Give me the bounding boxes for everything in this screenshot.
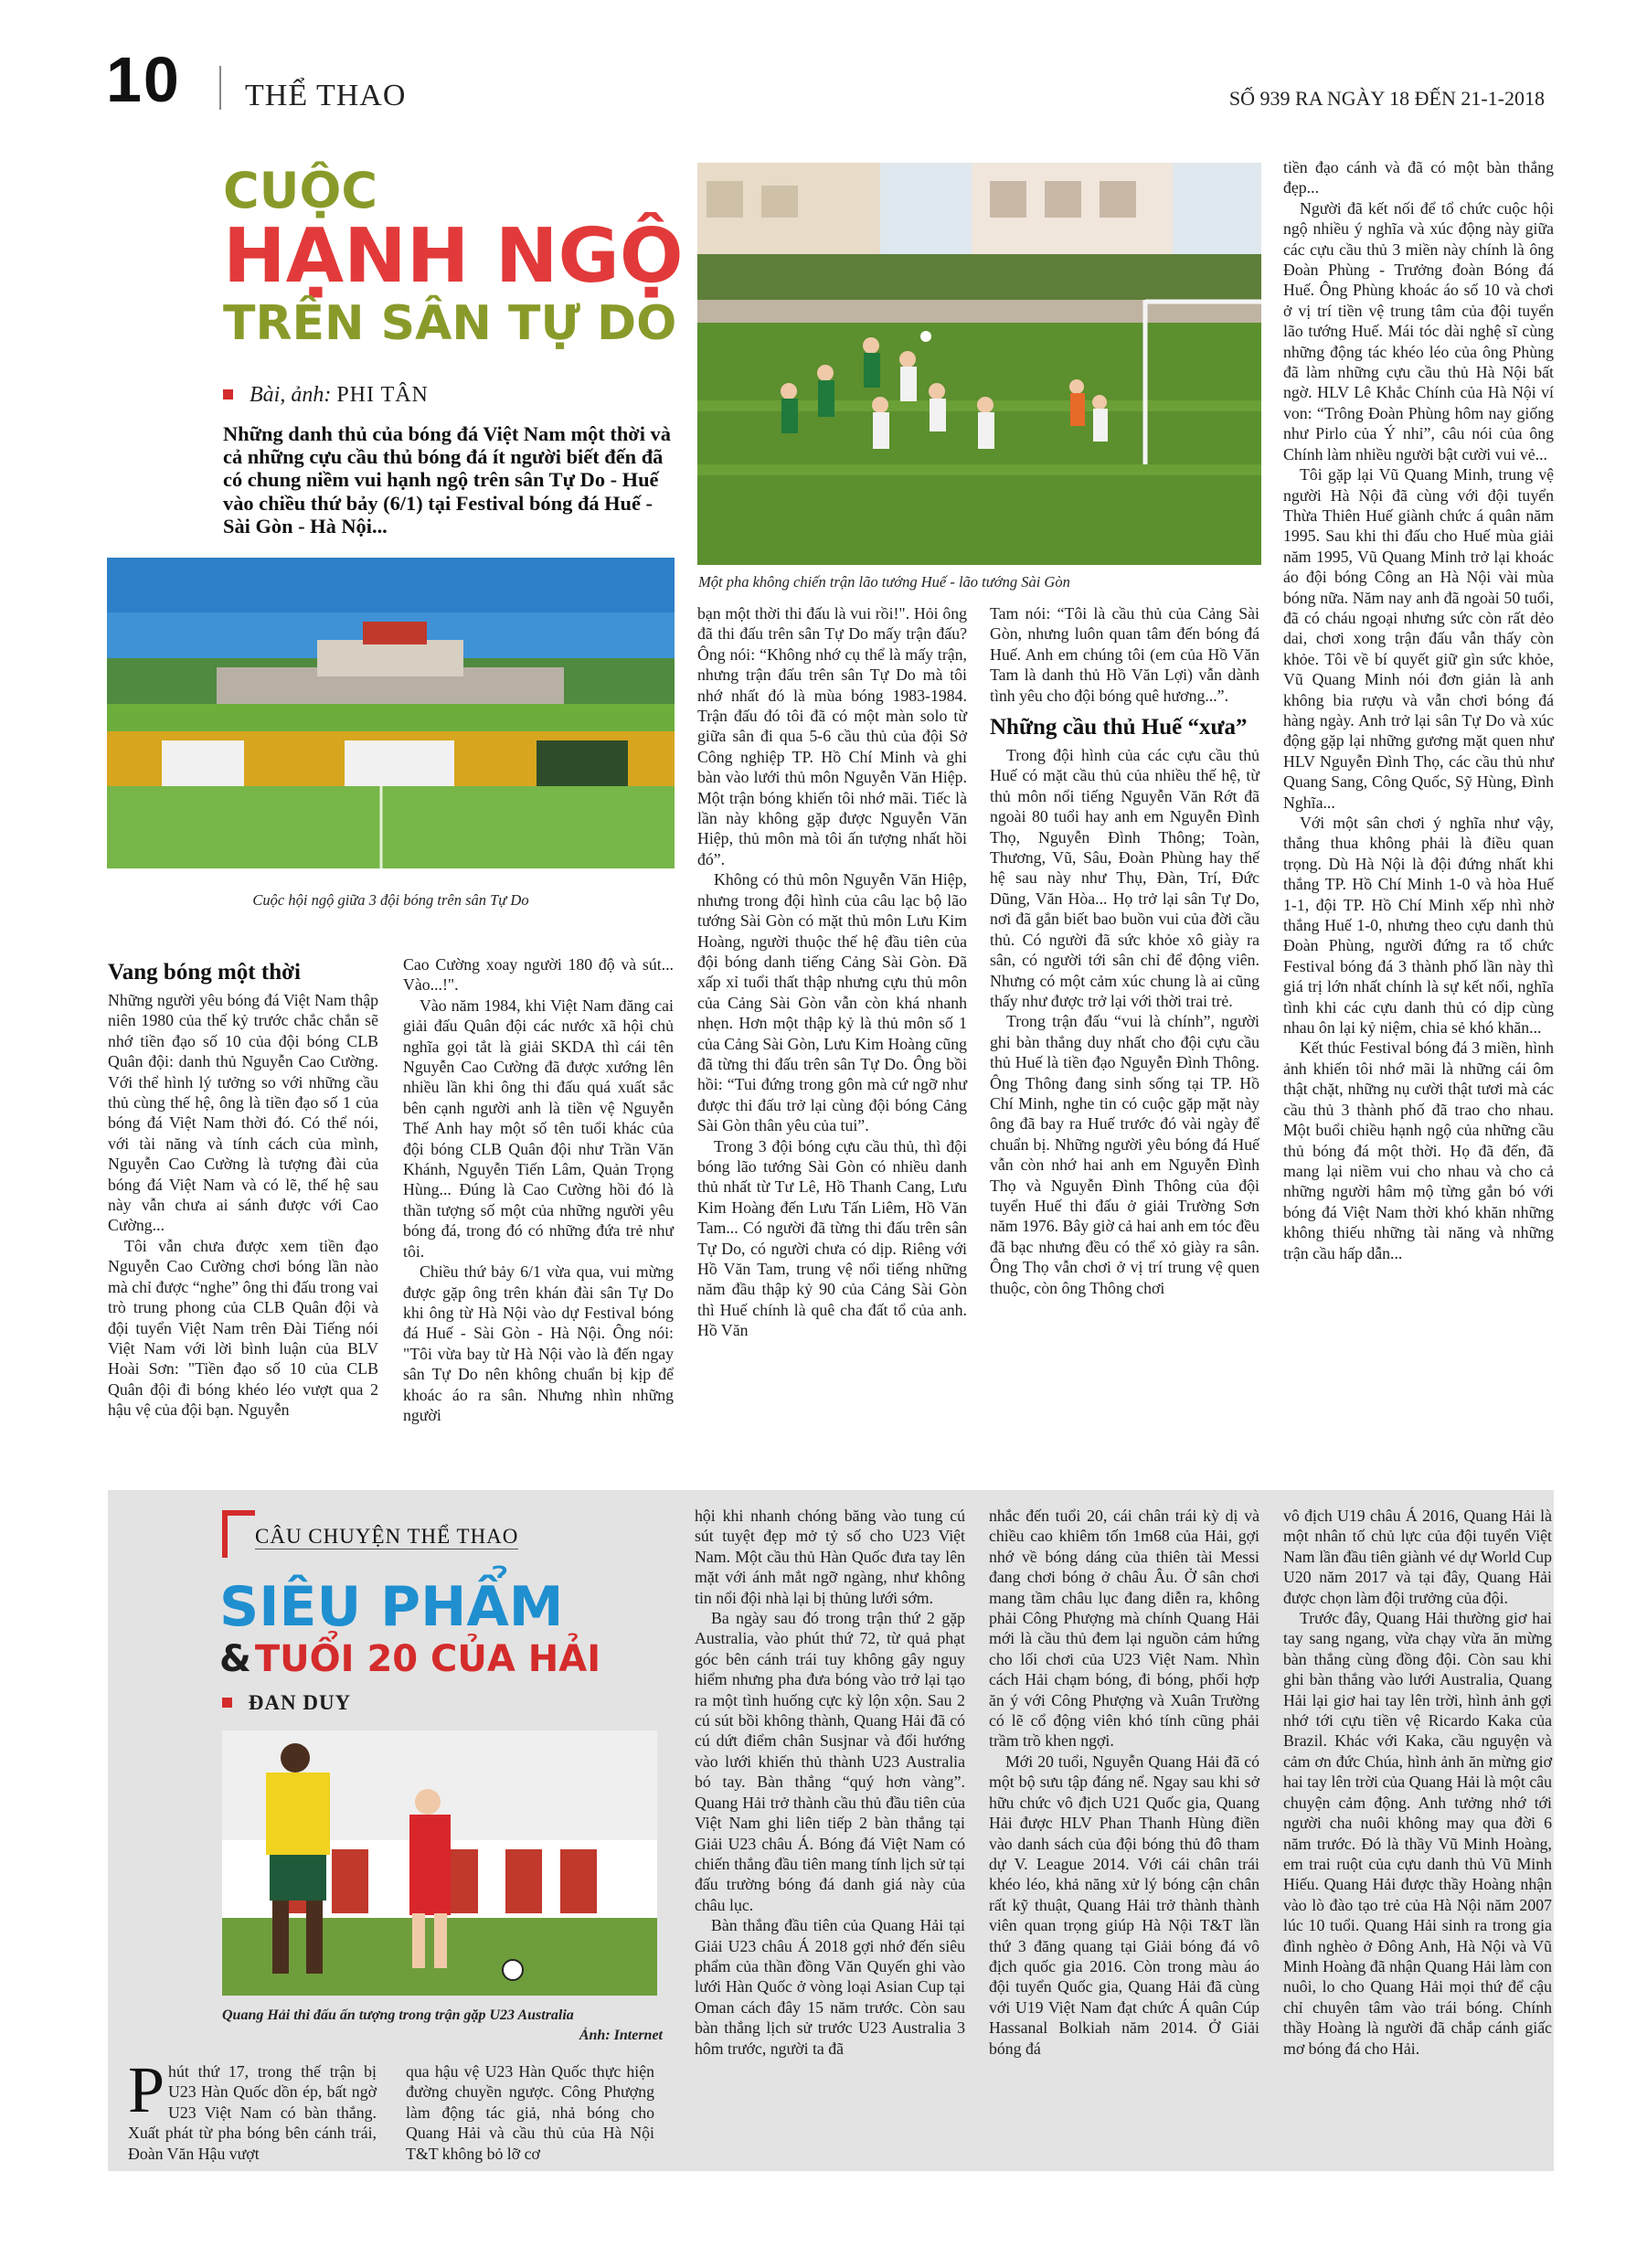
title-line-1: CUỘC [223, 162, 378, 219]
header-divider [219, 66, 221, 110]
sidebar-column-1a [128, 2053, 377, 2164]
section-name: THỂ THAO [245, 79, 407, 112]
paragraph: Tam nói: “Tôi là cầu thủ của Cảng Sài Gòn, nhưng luôn quan tâm đến bóng đá Huế. Anh em chúng tôi (em của Hồ Văn Tam là danh thủ Hồ Văn Lợi) vẫn dành tình yêu cho đội bóng quê hương...”. [990, 604, 1259, 705]
paragraph: Người đã kết nối để tổ chức cuộc hội ngộ nhiều ý nghĩa và xúc động này giữa các cựu cầu thủ 3 miền này chính là ông Đoàn Phùng - Trưởng đoàn Bóng đá Huế. Ông Phùng khoác áo số 10 và chơi ở vị trí tiền vệ trung tâm của đội tuyển lão tướng Huế. Mái tóc dài nghệ sĩ cùng những động tác khéo léo của ông Phùng đã làm những cựu cầu thủ Hà Nội bất ngờ. HLV Lê Khắc Chính của Hà Nội ví von: “Trông Đoàn Phùng hôm nay giống như Pirlo của Ý nhỉ”, câu nói của ông Chính làm nhiều người bật cười vui vẻ... [1283, 198, 1554, 463]
main-column-3 [697, 603, 967, 1341]
paragraph: Ba ngày sau đó trong trận thứ 2 gặp Australia, vào phút thứ 72, từ quả phạt góc bên cánh trái tuy không gây nguy hiểm nhưng pha đưa bóng vào trở lại tạo ra một tình huống cực kỳ lộn xộn. Sau 2 cú sút bồi không thành, Quang Hải đã có cú dứt điểm chân Susjnar và đổi hướng vào lưới khiến thủ thành U23 Australia bó tay. Bàn thắng “quý hơn vàng”. Quang Hải trở thành cầu thủ đầu tiên của Việt Nam ghi liên tiếp 2 bàn thắng tại Giải U23 châu Á. Bóng đá Việt Nam có chiến thắng đầu tiên mang tính lịch sử tại đấu trường bóng đá danh giá này của châu lục. [695, 1609, 965, 1914]
section-heading-cau-thu-hue: Những cầu thủ Huế “xưa” [990, 715, 1248, 740]
main-column-5 [1283, 157, 1554, 1263]
paragraph: Tôi vẫn chưa được xem tiền đạo Nguyễn Cao Cường chơi bóng lần nào mà chỉ được “nghe” ông thi đấu trong vai trò trung phong của CLB Quân đội và đội tuyển Việt Nam trên Đài Tiếng nói Việt Nam với lời bình luận của BLV Hoài Sơn: "Tiền đạo số 10 của CLB Quân đội đi bóng khéo léo vượt qua 2 hậu vệ của đội bạn. Nguyễn [108, 1236, 378, 1420]
sidebar-title-line-1: SIÊU PHẨM [219, 1575, 564, 1639]
sidebar-column-2 [695, 1506, 965, 2059]
sidebar-column-3 [989, 1506, 1259, 2059]
sidebar-title-ampersand: & [219, 1638, 251, 1680]
paragraph: Với một sân chơi ý nghĩa như vậy, thắng thua không phải là điều quan trọng. Dù Hà Nội là đội đứng nhất khi thắng TP. Hồ Chí Minh 1-0 và hòa Huế 1-1, đội TP. Hồ Chí Minh xếp nhì nhờ thắng Huế 1-0, nhưng theo cựu danh thủ Đoàn Phùng, người đứng ra tổ chức Festival bóng đá 3 thành phố lần này thì giá trị lớn nhất chính là sự kết nối, nghĩa tình khi các cựu danh thủ có dịp cùng nhau ôn lại kỷ niệm, chia sẻ khó khăn... [1283, 814, 1554, 1038]
byline-name: PHI TÂN [336, 383, 429, 407]
main-column-4 [990, 603, 1259, 1298]
drop-cap: P [128, 2053, 165, 2126]
paragraph: Mới 20 tuổi, Nguyễn Quang Hải đã có một bộ sưu tập đáng nể. Ngay sau khi sở hữu chức vô địch U21 Quốc gia, Quang Hải được HLV Phan Thanh Hùng điền vào danh sách của đội bóng thủ đô tham dự V. League 2014. Với cái chân trái khéo léo, khả năng xử lý bóng cận chân rất kỹ thuật, Quang Hải trở thành thành viên quan trọng giúp Hà Nội T&T lần thứ 3 đăng quang tại Giải bóng đá vô địch quốc gia 2016. Còn trong màu áo đội tuyển Quốc gia, Quang Hải đã cùng với U19 Việt Nam đạt chức Á quân Cúp Hassanal Bolkiah năm 2014. Ở Giải bóng đá [989, 1752, 1259, 2058]
issue-info: SỐ 939 RA NGÀY 18 ĐẾN 21-1-2018 [1228, 87, 1545, 110]
paragraph: vô địch U19 châu Á 2016, Quang Hải là một nhân tố chủ lực của đội tuyển Việt Nam lần đầu tiên giành vé dự World Cup U20 năm 2017 và tại đây, Quang Hải được chọn làm đội trưởng của đội. [1283, 1507, 1552, 1607]
paragraph: Bàn thắng đầu tiên của Quang Hải tại Giải U23 châu Á 2018 gợi nhớ đến siêu phẩm của thần đồng Văn Quyến ghi vào lưới Hàn Quốc ở vòng loại Asian Cup tại Oman cách đây 15 năm trước. Còn sau bàn thắng lịch sử trước U23 Australia 3 hôm trước, người ta đã [695, 1916, 965, 2058]
sidebar-column-4 [1283, 1506, 1552, 2059]
quang-hai-photo [222, 1730, 657, 1996]
byline-prefix: Bài, ảnh: [250, 383, 332, 407]
paragraph: Chiều thứ bảy 6/1 vừa qua, vui mừng được gặp ông trên khán đài sân Tự Do khi ông từ Hà Nội vào dự Festival bóng đá Huế - Sài Gòn - Hà Nội. Ông nói: "Tôi vừa bay từ Hà Nội vào là đến ngay sân Tự Do nên không chuẩn bị kịp để khoác áo ra sân. Nhưng nhìn những người [403, 1262, 674, 1424]
paragraph: Vào năm 1984, khi Việt Nam đăng cai giải đấu Quân đội các nước xã hội chủ nghĩa gọi tắt là giải SKDA thì cái tên Nguyễn Cao Cường đã được xướng lên nhiều lần khi ông thi đấu quá xuất sắc bên cạnh người anh là tiền vệ Nguyễn Thế Anh hay một số tên tuổi khác của đội bóng CLB Quân đội như Trần Văn Khánh, Nguyễn Tiến Lâm, Quản Trọng Hùng... Đúng là Cao Cường hồi đó là thần tượng số một của những người yêu bóng đá, trong đó có những đứa trẻ như tôi. [403, 996, 674, 1261]
article-title [223, 162, 698, 351]
paragraph: Kết thúc Festival bóng đá 3 miền, hình ảnh khiến tôi nhớ mãi là những cái ôm thật chặt, những nụ cười thật tươi mà các cầu thủ 3 thành phố đã trao cho nhau. Một buổi chiều hạnh ngộ của những cầu thủ bóng đá một thời. Họ đã đến, đã mang lại niềm vui cho nhau và cho cả những người hâm mộ từng gắn bó với bóng đá Việt Nam thời khó khăn những không thiếu những tài năng và những trận cầu hấp dẫn... [1283, 1038, 1554, 1262]
byline [223, 382, 429, 408]
author-marker [222, 1698, 232, 1708]
byline-marker [223, 389, 233, 399]
main-column-1 [108, 960, 378, 1421]
paragraph: nhắc đến tuổi 20, cái chân trái kỳ dị và chiều cao khiêm tốn 1m68 của Hải, gợi nhớ về bóng dáng của thiên tài Messi đang chơi bóng ở châu Âu. Ở sân chơi mang tầm châu lục đang diễn ra, không phải Công Phượng mà chính Quang Hải mới là cầu thủ đem lại nguồn cảm hứng cho lối chơi của U23 Việt Nam. Nhìn cách Hải chạm bóng, đi bóng, phối hợp ăn ý với Công Phượng và Xuân Trường có lẽ cổ động viên khó tính cũng phải trầm trồ khen ngợi. [989, 1507, 1259, 1751]
main-column-2 [403, 954, 674, 1425]
paragraph: hội khi nhanh chóng băng vào tung cú sút tuyệt đẹp mở tỷ số cho U23 Việt Nam. Một cầu thủ Hàn Quốc đưa tay lên mặt với ánh mắt ngỡ ngàng, như không tin nổi đội nhà lại bị thủng lưới sớm. [695, 1507, 965, 1607]
match-photo [697, 163, 1261, 565]
match-photo-caption: Một pha không chiến trận lão tướng Huế - lão tướng Sài Gòn [698, 573, 1070, 591]
paragraph: tiền đạo cánh và đã có một bàn thắng đẹp... [1283, 158, 1554, 197]
article-lead: Những danh thủ của bóng đá Việt Nam một thời và cả những cựu cầu thủ bóng đá ít người biết đến đã có chung niềm vui hạnh ngộ trên sân Tự Do - Huế vào chiều thứ bảy (6/1) tại Festival bóng đá Huế - Sài Gòn - Hà Nội... [223, 422, 671, 538]
sidebar-title-line-2: TUỔI 20 CỦA HẢI [254, 1638, 601, 1680]
paragraph: Trong trận đấu “vui là chính”, người ghi bàn thắng duy nhất cho đội cựu cầu thủ Huế là tiền đạo Nguyễn Đình Thông. Ông Thông đang sinh sống tại TP. Hồ Chí Minh, nghe tin có cuộc gặp mặt này ông đã bay ra Huế trước đó vài ngày để chuẩn bị. Những người yêu bóng đá Huế vẫn còn nhớ hai anh em Nguyễn Đình Thọ và Nguyễn Đình Thông của đội tuyển Huế thi đấu ở giải Trường Sơn năm 1976. Bây giờ cả hai anh em tóc đều đã bạc nhưng đều có thể xỏ giày ra sân. Ông Thọ vẫn chơi ở vị trí trung vệ quen thuộc, còn ông Thông chơi [990, 1012, 1259, 1297]
page-header [0, 0, 1647, 128]
paragraph-text: hút thứ 17, trong thế trận bị U23 Hàn Quốc dồn ép, bất ngờ U23 Việt Nam có bàn thắng. Xuất phát từ pha bóng bên cánh trái, Đoàn Văn Hậu vượt [128, 2062, 377, 2163]
paragraph-with-drop-cap [128, 2053, 377, 2164]
paragraph: Trước đây, Quang Hải thường giơ hai tay sang ngang, vừa chạy vừa ăn mừng bàn thắng cùng đồng đội. Còn sau khi ghi bàn thắng vào lưới Australia, Quang Hải lại giơ hai tay lên trời, hình ảnh gợi nhớ tới cựu tiền vệ Ricardo Kaka của Brazil. Khác với Kaka, cầu nguyện và cảm ơn đức Chúa, hình ảnh ăn mừng giơ hai tay lên trời của Quang Hải là một câu chuyện cảm động. Anh tưởng nhớ tới người cha nuôi không may qua đời 6 năm trước. Đó là thầy Vũ Minh Hoàng, em trai ruột của cựu danh thủ Vũ Minh Hiếu. Quang Hải được thầy Hoàng nhận vào lò đào tạo trẻ của Hà Nội năm 2007 lúc 10 tuổi. Quang Hải sinh ra trong gia đình nghèo ở Đông Anh, Hà Nội và Vũ Minh Hoàng đã nhận Quang Hải làm con nuôi, lo cho Quang Hải mọi thứ để cậu chỉ chuyên tâm vào trái bóng. Chính thầy Hoàng là người đã chắp cánh giấc mơ bóng đá cho Hải. [1283, 1609, 1552, 2058]
sidebar-author [222, 1691, 351, 1715]
paragraph: Cao Cường xoay người 180 độ và sút... Vào...!". [403, 955, 674, 995]
kicker-label: CÂU CHUYỆN THỂ THAO [255, 1525, 519, 1548]
paragraph: Những người yêu bóng đá Việt Nam thập niên 1980 của thế kỷ trước chắc chắn sẽ nhớ tiền đạo số 10 của đội bóng CLB Quân đội: danh thủ Nguyễn Cao Cường. Với thể hình lý tưởng so với những cầu thủ cùng thế hệ, ông là tiền đạo số 1 của bóng đá Việt Nam thời đó. Có thể nói, với tài năng và tính cách của mình, Nguyễn Cao Cường là tượng đài của bóng đá Việt Nam và có lẽ, thế hệ sau này vẫn chưa ai sánh được với Cao Cường... [108, 991, 378, 1235]
paragraph: bạn một thời thi đấu là vui rồi!". Hỏi ông đã thi đấu trên sân Tự Do mấy trận đấu? Ông nói: “Không nhớ cụ thể là mấy trận, nhưng trận đấu trên sân Tự Do mà tôi nhớ nhất đó là mùa bóng 1983-1984. Trận đấu đó tôi đã có một màn solo từ giữa sân đi qua 5-6 cầu thủ của đội Sở Công nghiệp TP. Hồ Chí Minh và ghi bàn vào lưới thủ môn Nguyễn Văn Hiệp. Một trận bóng khiến tôi nhớ mãi. Tiếc là lần này không gặp được Nguyễn Văn Hiệp, thủ môn mà tôi ấn tượng nhất hồi đó”. [697, 604, 967, 868]
page-number: 10 [106, 44, 181, 115]
group-photo [107, 558, 675, 868]
group-photo-caption: Cuộc hội ngộ giữa 3 đội bóng trên sân Tự Do [252, 891, 529, 909]
paragraph: Tôi gặp lại Vũ Quang Minh, trung vệ người Hà Nội đã cùng với đội tuyển Thừa Thiên Huế giành chức á quân năm 1995. Sau khi thi đấu cho Huế mùa giải năm 1995, Vũ Quang Minh trở lại khoác áo đội bóng Công an Hà Nội vài mùa bóng nữa. Năm nay anh đã ngoài 50 tuổi, đã có cháu ngoại nhưng sức còn rất dẻo dai, chơi xong trận đấu vẫn thấy còn khỏe. Tôi về bí quyết giữ gìn sức khỏe, Vũ Quang Minh nói đơn giản là anh không bia rượu và vẫn chơi bóng đá hàng ngày. Anh trở lại sân Tự Do và xúc động gặp lại những gương mặt quen như HLV Nguyễn Đình Thọ, các cầu thủ như Quang Sang, Công Quốc, Sỹ Hùng, Đình Nghĩa... [1283, 465, 1554, 812]
title-line-2: HẠNH NGỘ [223, 213, 684, 300]
sidebar-column-1b [406, 2061, 654, 2164]
title-line-3: TRÊN SÂN TỰ DO [223, 296, 677, 351]
sidebar-title [219, 1577, 658, 1689]
paragraph: qua hậu vệ U23 Hàn Quốc thực hiện đường chuyền ngược. Công Phượng làm động tác giả, nhả bóng cho Quang Hải và cầu thủ của Hà Nội T&T không bỏ lỡ cơ [406, 2062, 654, 2163]
quang-hai-photo-credit: Ảnh: Internet [579, 2028, 663, 2043]
paragraph: Trong đội hình của các cựu cầu thủ Huế có mặt cầu thủ của nhiều thế hệ, từ thủ môn nổi tiếng Nguyễn Văn Rớt đã ngoài 80 tuổi hay anh em Nguyễn Đình Thọ, Nguyễn Đình Thông; Toàn, Thương, Vũ, Sâu, Đoàn Phùng hay thế hệ sau này như Thụ, Đàn, Trí, Đức Dũng, Văn Hòa... Họ trở lại sân Tự Do, nơi đã gắn biết bao buồn vui của đời cầu thủ. Có người đã sức khỏe xô giày ra sân, có người tới sân chỉ để động viên. Nhưng có một cảm xúc chung là ai cũng thấy như được trở lại với thời trai trẻ. [990, 746, 1259, 1010]
author-name: ĐAN DUY [248, 1691, 352, 1714]
paragraph: Không có thủ môn Nguyễn Văn Hiệp, nhưng trong đội hình của câu lạc bộ lão tướng Sài Gòn có mặt thủ môn Lưu Kim Hoàng, người thuộc thế hệ đầu tiên của đội bóng danh tiếng Cảng Sài Gòn. Đã xấp xỉ tuổi thất thập nhưng cựu thủ môn của Cảng Sài Gòn vẫn còn khá nhanh nhẹn. Hơn một thập kỷ là thủ môn số 1 của Cảng Sài Gòn, Lưu Kim Hoàng cũng đã từng thi đấu trên sân Tự Do. Ông bồi hồi: “Tui đứng trong gôn mà cứ ngỡ như được thi đấu trở lại cùng đội bóng Cảng Sài Gòn thân yêu của tui”. [697, 870, 967, 1135]
section-heading-vang-bong: Vang bóng một thời [108, 960, 301, 985]
kicker-bracket [222, 1510, 255, 1558]
paragraph: Trong 3 đội bóng cựu cầu thủ, thì đội bóng lão tướng Sài Gòn có nhiều danh thủ nhất từ Tư Lê, Hồ Thanh Cang, Lưu Kim Hoàng đến Lưu Tấn Liêm, Hồ Văn Tam... Có người đã từng thi đấu trên sân Tự Do, có người chưa có dịp. Riêng với Hồ Văn Tam, trung vệ nổi tiếng những năm đầu thập kỷ 90 của Cảng Sài Gòn thì Huế chính là quê cha đất tổ của anh. Hồ Văn [697, 1136, 967, 1340]
quang-hai-photo-caption: Quang Hải thi đấu ấn tượng trong trận gặp U23 Australia [222, 2007, 574, 2023]
